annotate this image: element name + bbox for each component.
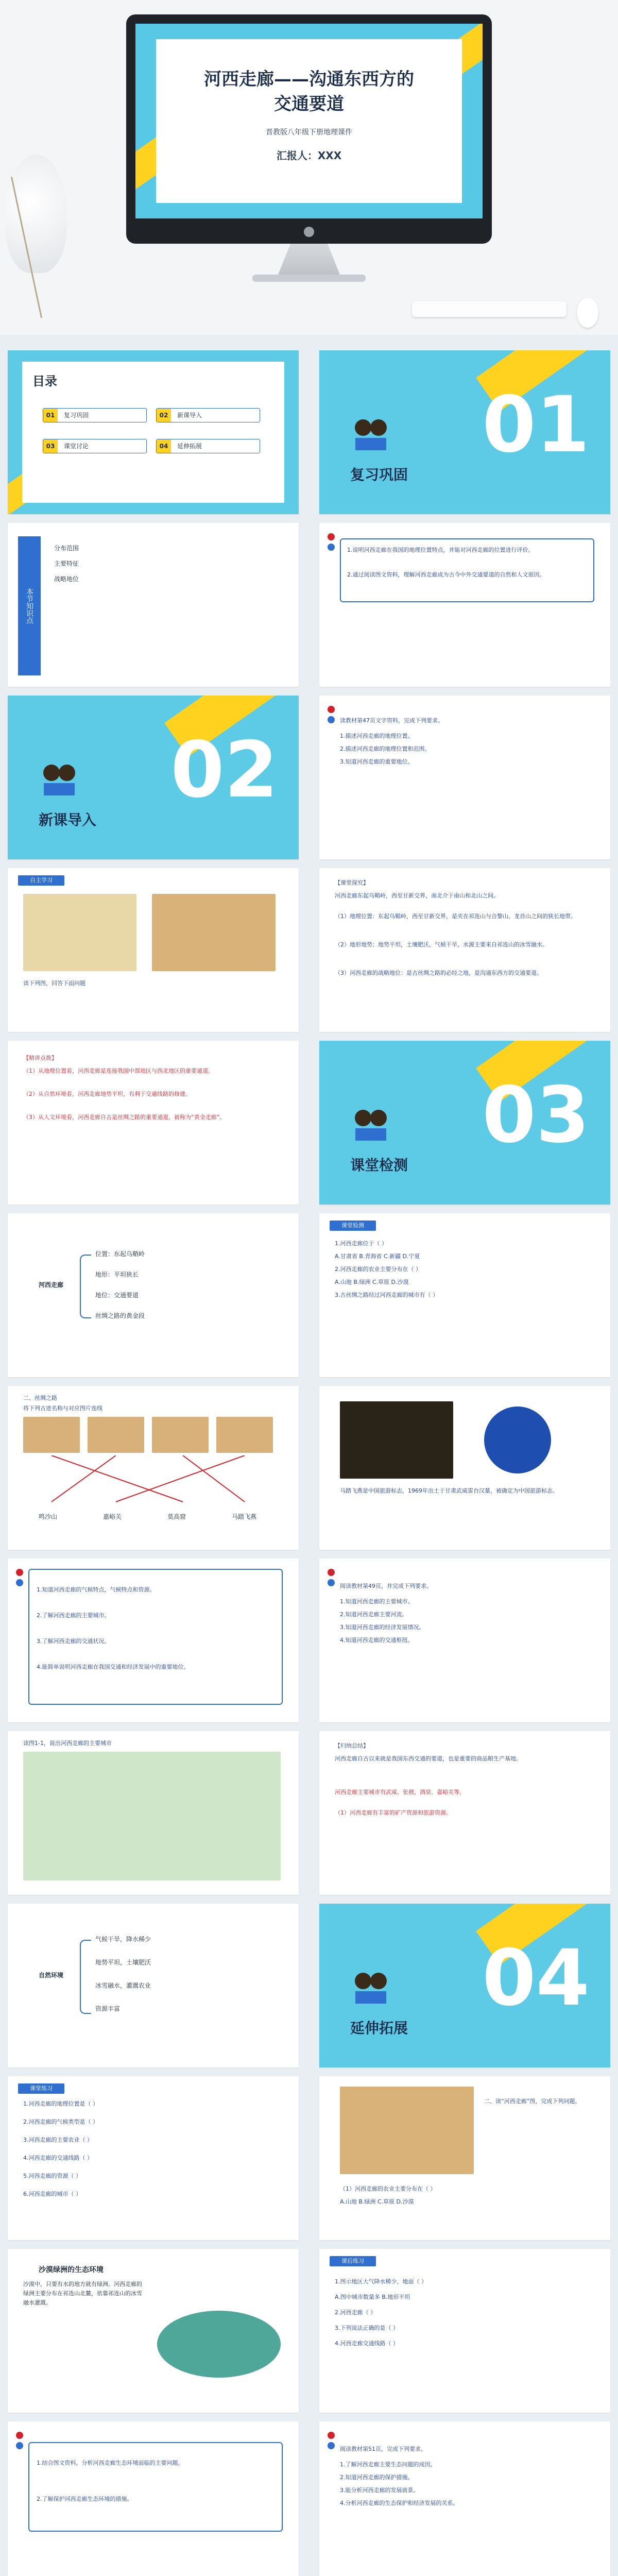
quiz-line: A.甘肃省 B.青海省 C.新疆 D.宁夏: [335, 1253, 420, 1260]
knowledge-item-1: 分布范围: [54, 545, 79, 552]
cover-title-line1: 河西走廊——沟通东西方的: [204, 69, 414, 90]
cover-reporter: 汇报人：XXX: [276, 149, 342, 162]
slide-desert: [8, 2249, 299, 2413]
slide-maps: [8, 868, 299, 1032]
students-icon: [39, 757, 80, 799]
desert-text: 沙漠中，只要有水的地方就有绿洲。河西走廊的绿洲主要分布在祁连山北麓，依靠祁连山的冰雪融水灌溉。: [23, 2281, 142, 2306]
silkroad-label: 嘉峪关: [103, 1513, 122, 1520]
newlesson-item-2: 2.描述河西走廊的地理位置和范围。: [340, 745, 431, 752]
slide-quiz: [319, 1213, 610, 1377]
cover-title-line2: 交通要道: [274, 94, 344, 114]
reading-item: 2.知道河西走廊主要河流。: [340, 1611, 408, 1618]
answer-line: （1）从地理位置看，河西走廊是连接我国中部地区与西北地区的重要通道。: [23, 1067, 214, 1074]
quiz-line: 3.古丝绸之路经过河西走廊的城市有（ ）: [335, 1292, 438, 1298]
students-icon: [350, 1103, 391, 1144]
map-caption: 读下列图，回答下面问题: [23, 980, 85, 987]
choices-tag: 课后练习: [330, 2256, 376, 2266]
mouse-icon: [577, 298, 598, 328]
monitor-stand: [278, 244, 340, 275]
mindmap-center: 河西走廊: [39, 1281, 64, 1289]
mindmap-branch: 地形：平坦狭长: [95, 1271, 139, 1278]
slide-protect: [8, 2421, 299, 2576]
slide-section-02: [8, 696, 299, 859]
silkroad-label: 莫高窟: [167, 1513, 186, 1520]
review-item-2: 2.通过阅读图文资料，理解河西走廊成为古今中外交通要道的自然和人文原因。: [347, 571, 545, 578]
monitor-stand-base: [252, 275, 366, 282]
toc-item-4[interactable]: 04 延伸拓展: [156, 439, 260, 453]
slide-section-03: [319, 1041, 610, 1205]
apple-logo-icon: [304, 227, 314, 237]
photo: [216, 1417, 273, 1453]
slide-exercise: [8, 2076, 299, 2240]
slide-section-04: [319, 1904, 610, 2067]
monitor-screen: [135, 24, 483, 218]
final-reading-item: 3.能分析河西走廊的发展前景。: [340, 2487, 419, 2494]
slide-horse: [319, 1386, 610, 1550]
mapq-heading: 二、读“河西走廊”图，完成下列问题。: [484, 2098, 581, 2105]
choice-line: A.图中城市数量多 B.地形平坦: [335, 2294, 410, 2300]
toc-heading: 目录: [32, 374, 57, 388]
slide-silkroad: [8, 1386, 299, 1550]
section-title: 延伸拓展: [350, 2020, 408, 2037]
protect-item: 2.了解保护河西走廊生态环境的措施。: [37, 2496, 133, 2502]
climate-center: 自然环境: [39, 1972, 64, 1979]
summary-item: 1.知道河西走廊的气候特点，气候特点和资源。: [37, 1586, 156, 1593]
conclusion-heading: 【归纳总结】: [335, 1742, 369, 1749]
horse-caption: 马踏飞燕是中国旅游标志，1969年出土于甘肃武威雷台汉墓，被确定为中国旅游标志。: [340, 1487, 558, 1494]
reading-item: 4.知道河西走廊的交通枢纽。: [340, 1637, 414, 1643]
silkroad-caption: 将下列古迹名称与对应图片连线: [23, 1405, 102, 1412]
newlesson-item-1: 1.描述河西走廊的地理位置。: [340, 733, 414, 739]
mindmap-branch: 位置：东起乌鞘岭: [95, 1250, 145, 1258]
students-icon: [350, 1965, 391, 2007]
exercise-line: 2.河西走廊的气候类型是（ ）: [23, 2119, 98, 2125]
newlesson-item-3: 3.知道河西走廊的重要地位。: [340, 758, 414, 765]
slide-review: [319, 523, 610, 687]
section-number: 04: [482, 1934, 590, 2023]
discussion-line: 河西走廊东起乌鞘岭，西至甘新交界，南北介于南山和北山之间。: [335, 892, 499, 899]
silkroad-tag: 二、丝绸之路: [23, 1395, 57, 1401]
slide-section-01: [319, 350, 610, 514]
cities-caption: 读图1-1，说出河西走廊的主要城市: [23, 1740, 112, 1747]
quiz-line: 2.河西走廊的农业主要分布在（ ）: [335, 1266, 421, 1273]
cover-subtitle: 晋教版八年级下册地理课件: [266, 128, 352, 137]
quiz-tag: 课堂检测: [330, 1221, 376, 1231]
choice-line: 4.河西走廊交通线路（ ）: [335, 2340, 399, 2347]
summary-item: 3.了解河西走廊的交通状况。: [37, 1638, 110, 1645]
slide-toc: [8, 350, 299, 514]
section-title: 新课导入: [39, 811, 97, 828]
reading-intro: 阅读教材第49页，并完成下列要求。: [340, 1583, 432, 1589]
map-image-1: [23, 894, 136, 971]
slide-knowledge: [8, 523, 299, 687]
exercise-tag: 课堂练习: [18, 2083, 64, 2094]
toc-item-3[interactable]: 03 课堂讨论: [43, 439, 147, 453]
section-number: 03: [482, 1071, 590, 1160]
discussion-line: （1）地理位置：东起乌鞘岭，西至甘新交界，是夹在祁连山与合黎山、龙首山之间的狭长地带。: [335, 913, 576, 920]
slide-summary: [8, 1558, 299, 1722]
final-reading-item: 2.知道河西走廊的保护措施。: [340, 2474, 414, 2481]
toc-item-2[interactable]: 02 新课导入: [156, 408, 260, 422]
knowledge-side-label: 本节知识点: [18, 536, 41, 675]
protect-box: [28, 2442, 283, 2532]
climate-branch: 地势平坦，土壤肥沃: [95, 1959, 151, 1966]
keyboard-icon: [412, 301, 566, 317]
quiz-line: 1.河西走廊位于（ ）: [335, 1240, 387, 1247]
newlesson-intro: 读教材第47页文字资料，完成下列要求。: [340, 717, 443, 724]
review-item-1: 1.说明河西走廊在我国的地理位置特点，并能对河西走廊的位置进行评价。: [347, 547, 534, 553]
slide-cities-map: [8, 1731, 299, 1895]
cities-map-image: [23, 1752, 281, 1880]
exercise-line: 5.河西走廊的资源（ ）: [23, 2173, 81, 2179]
slide-newlesson: [319, 696, 610, 859]
slide-choices: [319, 2249, 610, 2413]
slide-mindmap: [8, 1213, 299, 1377]
slide-climate-mindmap: [8, 1904, 299, 2067]
reading-item: 3.知道河西走廊的经济发展情况。: [340, 1624, 425, 1631]
knowledge-item-2: 主要特征: [54, 560, 79, 567]
region-map-image: [340, 2087, 474, 2174]
toc-item-1[interactable]: 01 复习巩固: [43, 408, 147, 422]
mindmap-branch: 地位：交通要道: [95, 1292, 139, 1299]
mapq-options: A.山地 B.绿洲 C.草原 D.沙漠: [340, 2198, 414, 2205]
quiz-line: A.山地 B.绿洲 C.草原 D.沙漠: [335, 1279, 409, 1285]
answer-line: （2）从自然环境看，河西走廊地势平坦，有利于交通线路的修建。: [23, 1091, 191, 1097]
final-reading-intro: 阅读教材第51页，完成下列要求。: [340, 2446, 426, 2452]
students-icon: [350, 412, 391, 453]
knowledge-item-3: 战略地位: [54, 575, 79, 583]
slide-discussion: [319, 868, 610, 1032]
summary-box: [28, 1569, 283, 1705]
section-title: 课堂检测: [350, 1157, 408, 1174]
monitor-frame: [126, 14, 492, 244]
exercise-line: 4.河西走廊的交通线路（ ）: [23, 2155, 93, 2161]
climate-branch: 资源丰富: [95, 2005, 121, 2012]
mindmap-branch: 丝绸之路的黄金段: [95, 1312, 145, 1319]
matching-lines: [23, 1455, 276, 1507]
exercise-line: 3.河西走廊的主要农业（ ）: [23, 2137, 93, 2143]
slide-answer: [8, 1041, 299, 1205]
oasis-photo: [157, 2311, 281, 2378]
final-reading-item: 4.分析河西走廊的生态保护和经济发展的关系。: [340, 2500, 459, 2506]
final-reading-item: 1.了解河西走廊主要生态问题的成因。: [340, 2461, 436, 2468]
section-number: 02: [170, 725, 278, 815]
discussion-line: （2）地形地势：地势平坦，土壤肥沃，气候干旱，水源主要来自祁连山的冰雪融水。: [335, 941, 548, 948]
map-image-2: [152, 894, 276, 971]
summary-item: 4.能简单说明河西走廊在我国交通和经济发展中的重要地位。: [37, 1664, 190, 1670]
tourism-logo-icon: [484, 1406, 551, 1473]
slide-reading: [319, 1558, 610, 1722]
choice-line: 3.下列说法正确的是（ ）: [335, 2325, 399, 2331]
photo: [23, 1417, 80, 1453]
silkroad-label: 马踏飞燕: [232, 1513, 257, 1520]
silkroad-label: 鸣沙山: [39, 1513, 58, 1520]
section-number: 01: [482, 380, 590, 470]
cover-card: [156, 39, 462, 203]
climate-branch: 气候干旱，降水稀少: [95, 1936, 151, 1943]
photo: [88, 1417, 144, 1453]
reading-item: 1.知道河西走廊的主要城市。: [340, 1598, 414, 1605]
conclusion-line: （1）河西走廊有丰富的矿产资源和旅游资源。: [335, 1809, 452, 1816]
discussion-line: （3）河西走廊的战略地位：是古丝绸之路的必经之地，是沟通东西方的交通要道。: [335, 970, 542, 976]
review-box: [340, 538, 594, 602]
answer-line: （3）从人文环境看，河西走廊自古是丝绸之路的重要通道，被称为“黄金走廊”。: [23, 1114, 226, 1121]
climate-branch: 冰雪融水，灌溉农业: [95, 1982, 151, 1989]
choice-line: 1.图示地区大气降水稀少，地面（ ）: [335, 2278, 427, 2285]
slide-conclusion: [319, 1731, 610, 1895]
vase-decoration: [5, 155, 67, 273]
answer-heading: 【精讲点拨】: [23, 1055, 57, 1061]
exercise-line: 6.河西走廊的城市（ ）: [23, 2191, 81, 2197]
summary-item: 2.了解河西走廊的主要城市。: [37, 1612, 110, 1619]
discussion-heading: 【课堂探究】: [335, 879, 369, 886]
horse-photo: [340, 1401, 453, 1479]
slide-final-reading: [319, 2421, 610, 2576]
conclusion-line: 河西走廊主要城市有武威、张掖、酒泉、嘉峪关等。: [335, 1789, 465, 1795]
section-title: 复习巩固: [350, 466, 408, 483]
photo: [152, 1417, 209, 1453]
mapq-question: （1）河西走廊的农业主要分布在（ ）: [340, 2185, 436, 2192]
slide-map-question: [319, 2076, 610, 2240]
exercise-line: 1.河西走廊的地理位置是（ ）: [23, 2100, 98, 2107]
map-tag: 自主学习: [18, 875, 64, 886]
hero-mockup: [0, 0, 618, 335]
choice-line: 2.河西走廊（ ）: [335, 2309, 376, 2316]
desert-title: 沙漠绿洲的生态环境: [39, 2266, 104, 2274]
protect-item: 1.结合图文资料，分析河西走廊生态环境面临的主要问题。: [37, 2460, 184, 2466]
conclusion-line: 河西走廊自古以来就是我国东西交通的要道，也是重要的商品粮生产基地。: [335, 1755, 522, 1762]
